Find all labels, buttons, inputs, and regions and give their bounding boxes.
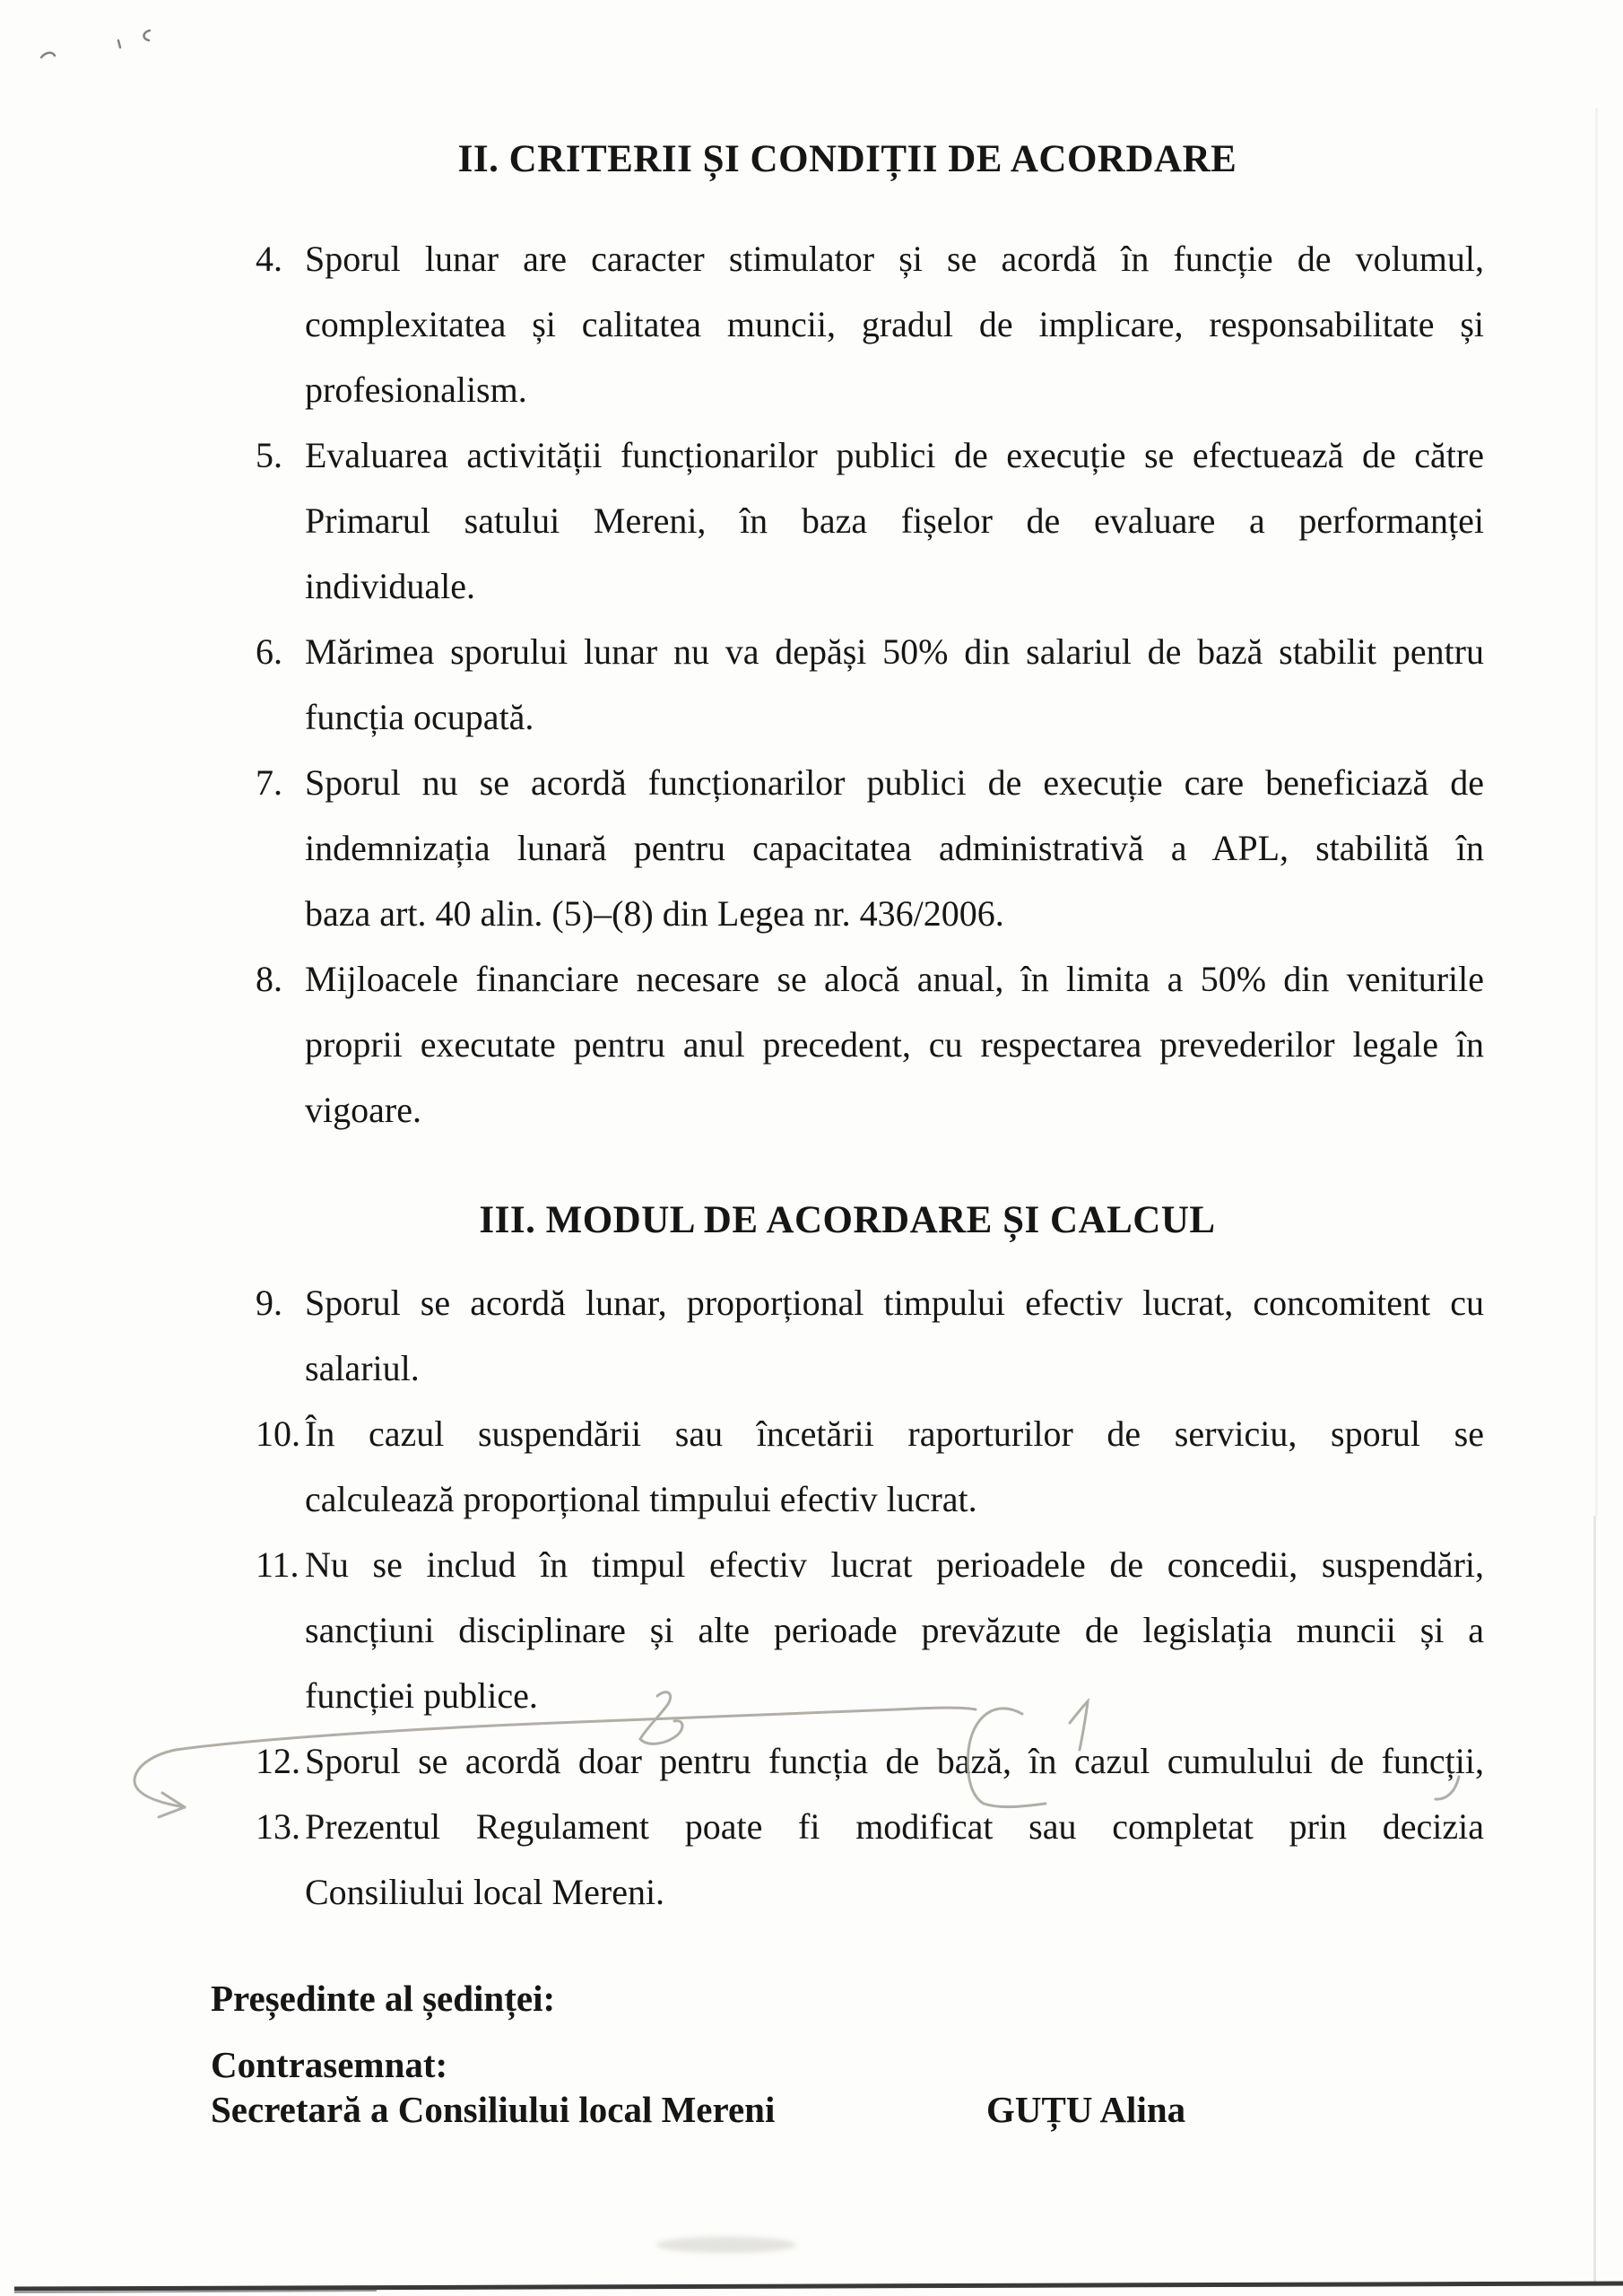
item-number: 7. <box>256 762 282 803</box>
list-item-line: calculează proporțional timpului efectiv lucrat. <box>305 1479 977 1519</box>
item-text: În cazul suspendării sau încetării raporturilor de serviciu, sporul se <box>305 1413 1484 1454</box>
countersigned-label: Contrasemnat: <box>211 2044 448 2085</box>
president-of-session-label: Președinte al ședinței: <box>211 1978 556 2019</box>
list-item-line <box>256 1401 1484 1466</box>
list-item-line <box>256 1532 1484 1597</box>
item-number: 8. <box>256 959 282 999</box>
list-item-line: Primarul satului Mereni, în baza fișelor de evaluare a performanței <box>305 500 1484 541</box>
item-number: 10. <box>256 1413 300 1454</box>
list-item-line <box>256 619 1484 684</box>
list-item-line <box>256 1794 1484 1859</box>
item-number: 5. <box>256 435 282 475</box>
item-number: 4. <box>256 239 282 279</box>
item-text: Sporul nu se acordă funcționarilor publici de execuție care beneficiază de <box>305 762 1484 803</box>
list-item-line: complexitatea și calitatea muncii, gradul de implicare, responsabilitate și <box>305 304 1484 344</box>
section-3-body <box>256 1270 1484 1925</box>
list-item-line: sancțiuni disciplinare și alte perioade prevăzute de legislația muncii și a <box>305 1610 1484 1650</box>
item-text: Nu se includ în timpul efectiv lucrat perioadele de concedii, suspendări, <box>305 1544 1484 1585</box>
list-item-line: funcția ocupată. <box>305 697 534 737</box>
item-number: 9. <box>256 1283 282 1323</box>
list-item-line <box>256 422 1484 488</box>
list-item-line <box>256 226 1484 291</box>
item-text: Mărimea sporului lunar nu va depăși 50% din salariul de bază stabilit pentru <box>305 631 1484 672</box>
list-item-line: vigoare. <box>305 1090 421 1130</box>
section-2-body <box>256 226 1484 1143</box>
secretary-name: GUȚU Alina <box>986 2089 1186 2130</box>
list-item-line: baza art. 40 alin. (5)–(8) din Legea nr. 436/2006. <box>305 893 1004 934</box>
list-item-line <box>256 1270 1484 1335</box>
secretary-label: Secretară a Consiliului local Mereni <box>211 2089 776 2130</box>
list-item-line <box>256 1728 1484 1794</box>
item-text: Sporul se acordă doar pentru funcția de bază, în cazul cumulului de funcții, <box>305 1741 1484 1781</box>
list-item-line <box>256 750 1484 815</box>
list-item-line: proprii executate pentru anul precedent, cu respectarea prevederilor legale în <box>305 1024 1484 1065</box>
list-item-line <box>256 946 1484 1012</box>
item-text: Mijloacele financiare necesare se alocă anual, în limita a 50% din veniturile <box>305 959 1484 999</box>
list-item-line: salariul. <box>305 1348 420 1388</box>
item-text: Evaluarea activității funcționarilor publici de execuție se efectuează de către <box>305 435 1484 475</box>
list-item-line: profesionalism. <box>305 370 527 410</box>
item-number: 13. <box>256 1806 300 1847</box>
item-text: Sporul se acordă lunar, proporțional timpului efectiv lucrat, concomitent cu <box>305 1283 1484 1323</box>
list-item-line: Consiliului local Mereni. <box>305 1872 665 1912</box>
item-number: 11. <box>256 1544 299 1585</box>
list-item-line: indemnizația lunară pentru capacitatea administrativă a APL, stabilită în <box>305 828 1484 868</box>
list-item-line: funcției publice. <box>305 1675 538 1716</box>
item-text: Prezentul Regulament poate fi modificat sau completat prin decizia <box>305 1806 1484 1847</box>
item-number: 6. <box>256 631 282 672</box>
item-text: Sporul lunar are caracter stimulator și se acordă în funcție de volumul, <box>305 239 1484 279</box>
section-2-title: II. CRITERII ȘI CONDIȚII DE ACORDARE <box>457 138 1237 180</box>
item-number: 12. <box>256 1741 300 1781</box>
section-3-title: III. MODUL DE ACORDARE ȘI CALCUL <box>479 1199 1216 1241</box>
list-item-line: individuale. <box>305 566 475 606</box>
